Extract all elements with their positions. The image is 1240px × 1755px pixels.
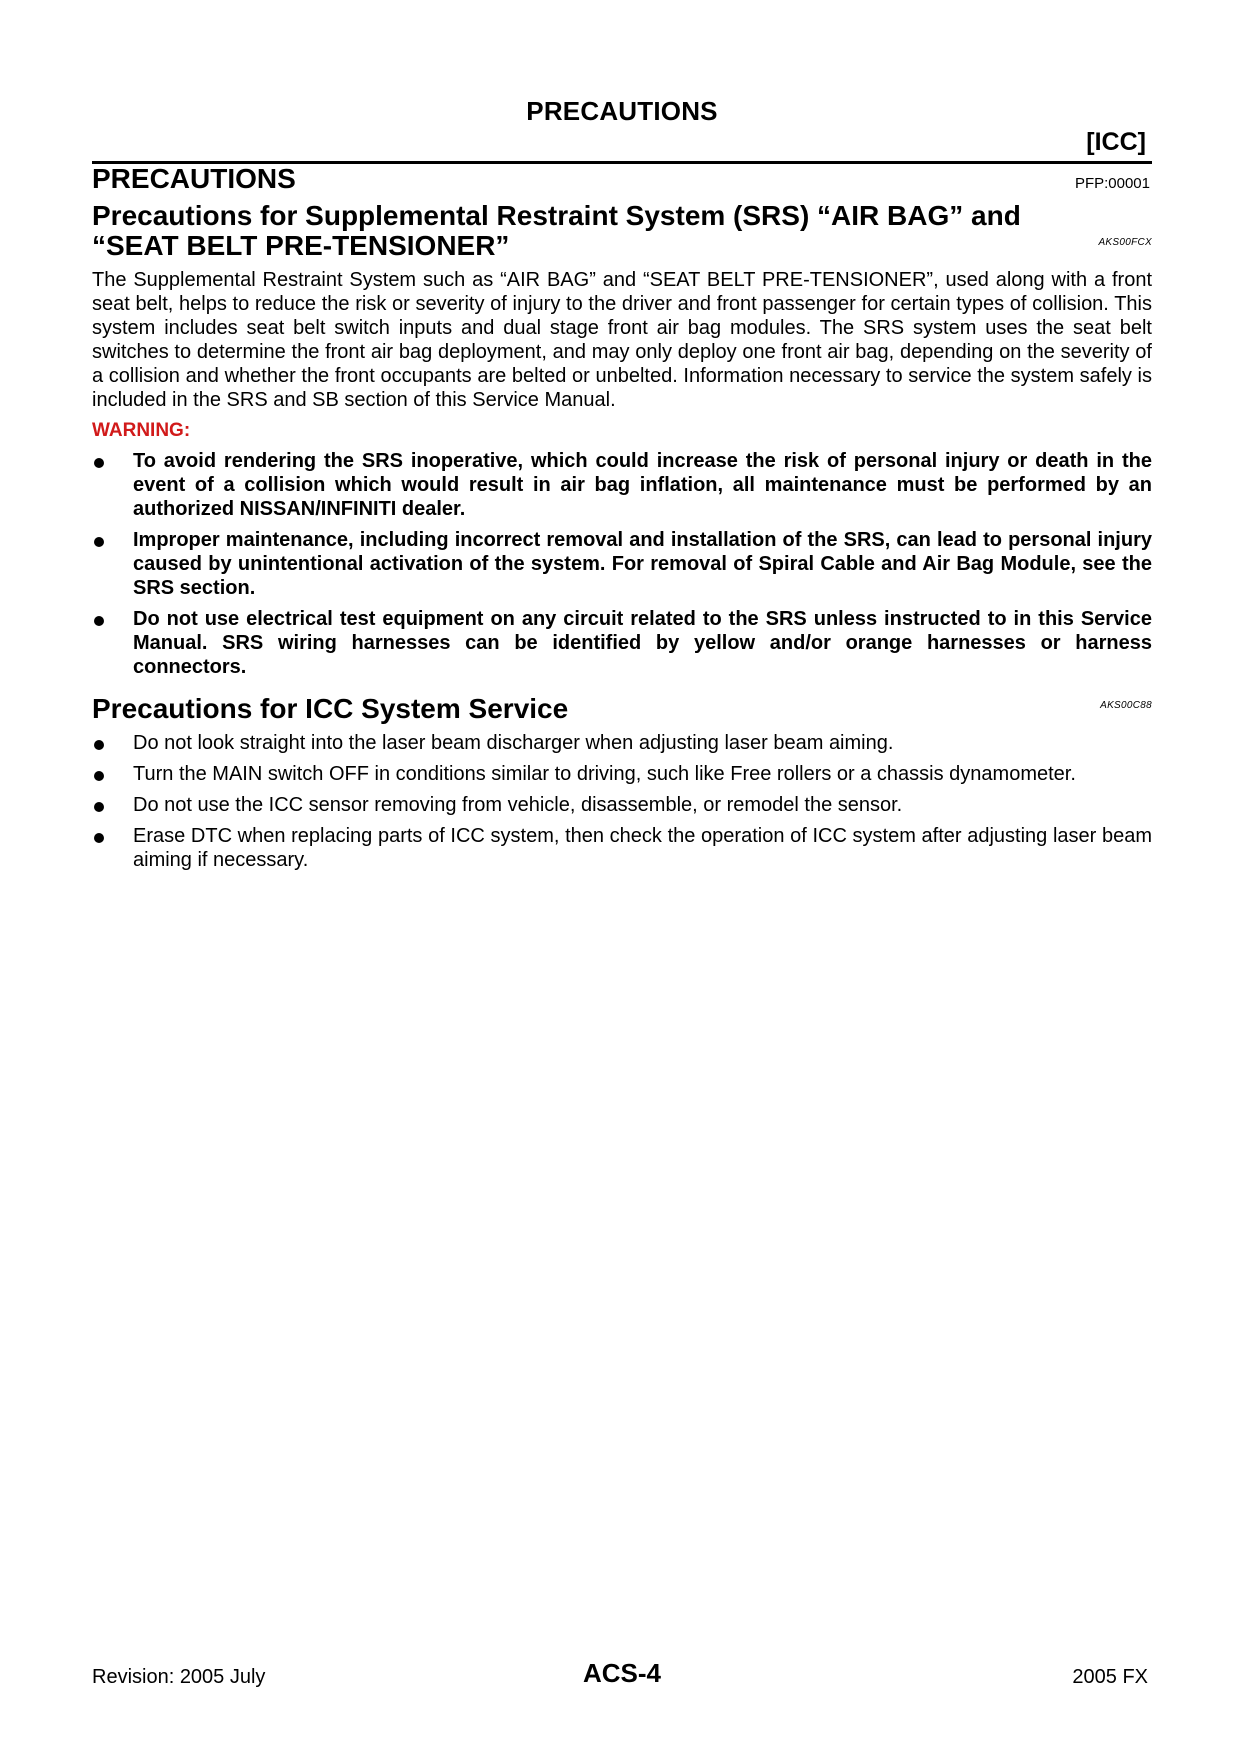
warning-item-text: Improper maintenance, including incorrect removal and installation of the SRS, can lead to personal injury caused by unintentional activation of the system. For removal of Spiral Cable and Air Bag Module, see the SRS section. xyxy=(133,529,1152,599)
system-tag: [ICC] xyxy=(1086,128,1146,156)
page-content xyxy=(92,201,1152,872)
icc-heading: Precautions for ICC System Service xyxy=(92,693,569,724)
icc-precaution-item xyxy=(92,824,1152,872)
warning-item-text: To avoid rendering the SRS inoperative, which could increase the risk of personal injury or death in the event of a collision which would result in air bag inflation, all maintenance must be performed by an authorized NISSAN/INFINITI dealer. xyxy=(133,450,1152,520)
section-title: PRECAUTIONS xyxy=(92,163,296,194)
icc-precaution-text: Turn the MAIN switch OFF in conditions similar to driving, such like Free rollers or a chassis dynamometer. xyxy=(133,763,1076,785)
icc-precaution-text: Do not look straight into the laser beam discharger when adjusting laser beam aiming. xyxy=(133,732,894,754)
bullet-icon xyxy=(94,740,104,750)
warning-label: WARNING: xyxy=(92,420,191,441)
section-title-row xyxy=(92,163,1152,199)
icc-precaution-text: Erase DTC when replacing parts of ICC system, then check the operation of ICC system after adjusting laser beam aiming if necessary. xyxy=(133,825,1152,871)
icc-precaution-list xyxy=(92,731,1152,872)
footer-page-number: ACS-4 xyxy=(582,1658,661,1688)
bullet-icon xyxy=(94,537,104,547)
srs-heading: Precautions for Supplemental Restraint System (SRS) “AIR BAG” and “SEAT BELT PRE-TENSIONER” xyxy=(92,200,1021,261)
section-code: PFP:00001 xyxy=(1074,175,1150,192)
page-footer xyxy=(92,1660,1152,1690)
icc-reference-code: AKS00C88 xyxy=(1100,700,1152,711)
srs-heading-block xyxy=(92,201,1152,261)
icc-precaution-text: Do not use the ICC sensor removing from vehicle, disassemble, or remodel the sensor. xyxy=(133,794,903,816)
manual-page xyxy=(92,0,1152,1755)
warning-list xyxy=(92,449,1152,679)
bullet-icon xyxy=(94,771,104,781)
srs-reference-code: AKS00FCX xyxy=(1098,237,1152,248)
bullet-icon xyxy=(94,458,104,468)
warning-item xyxy=(92,607,1152,679)
icc-precaution-item xyxy=(92,762,1152,786)
bullet-icon xyxy=(94,802,104,812)
warning-item xyxy=(92,528,1152,600)
icc-precaution-item xyxy=(92,731,1152,755)
warning-item xyxy=(92,449,1152,521)
srs-description: The Supplemental Restraint System such as “AIR BAG” and “SEAT BELT PRE-TENSIONER”, used along with a front seat belt, helps to reduce the risk or severity of injury to the driver and front passenger for certain types of collision. This system includes seat belt switch inputs and dual stage front air bag modules. The SRS system uses the seat belt switches to determine the front air bag deployment, and may only deploy one front air bag, depending on the severity of a collision and whether the front occupants are belted or unbelted. Information necessary to service the system safely is included in the SRS and SB section of this Service Manual. xyxy=(92,269,1152,411)
running-header-title: PRECAUTIONS xyxy=(526,96,718,126)
footer-model: 2005 FX xyxy=(1072,1666,1148,1688)
icc-precaution-item xyxy=(92,793,1152,817)
bullet-icon xyxy=(94,833,104,843)
icc-heading-block xyxy=(92,694,1152,724)
warning-item-text: Do not use electrical test equipment on any circuit related to the SRS unless instructed to in this Service Manual. SRS wiring harnesses can be identified by yellow and/or orange harnesses or harness connectors. xyxy=(133,608,1152,678)
bullet-icon xyxy=(94,616,104,626)
footer-revision: Revision: 2005 July xyxy=(92,1666,266,1688)
